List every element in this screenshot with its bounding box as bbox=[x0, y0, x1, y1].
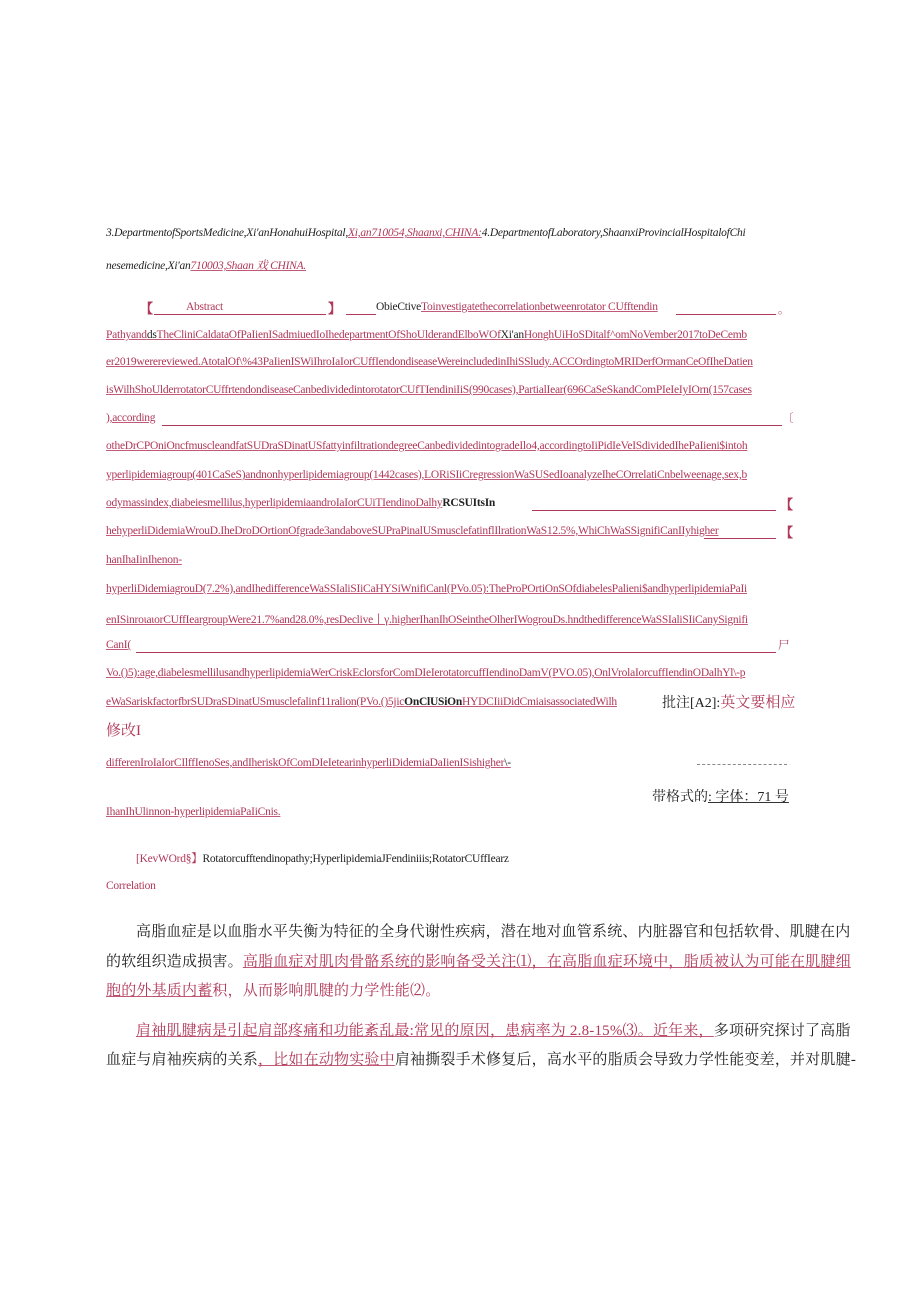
body-text: 肩袖撕裂手术修复后，高水平的脂质会导致力学性能变差，并对肌腱- bbox=[394, 1052, 857, 1068]
revision-underline bbox=[154, 314, 326, 315]
body-paragraph-1-line-1: 高脂血症是以血脂水平失衡为特征的全身代谢性疾病，潜在地对血管系统、内脏器官和包括软骨、肌腱在内 bbox=[136, 924, 851, 940]
comment-label: 批注[A2]: bbox=[662, 696, 721, 711]
body-paragraph-2-line-2 bbox=[106, 1048, 856, 1069]
methods-label: Pathyand bbox=[106, 329, 147, 341]
abstract-text: \- bbox=[504, 757, 511, 769]
comment-balloon[interactable] bbox=[662, 691, 795, 712]
abstract-line-17: IhanIhUlinnon-hyperlipidemiaPaIiCnis. bbox=[106, 806, 281, 818]
body-tracked-text: ，比如在动物实验中 bbox=[258, 1052, 395, 1068]
abstract-line-4: isWilhShoUlderrotatorCUffrtendondiseaseCanbedividedintorotatorCUfTIendiniIiS(990cases),PartialIear(696CaSeSkandComPIeIeIyIOrn(157cases bbox=[106, 384, 752, 396]
abstract-line-11: hyperliDidemiagrouD(7.2%),andIhedifferenceWaSSIaliSIiCaHYSiWnifiCanl(PVo.05):TheProPOrtiOnSOfdiabelesPalieni$andhyperlipidemiaPaIi bbox=[106, 583, 747, 595]
abstract-open-bracket: 【 bbox=[140, 301, 154, 316]
body-text: 多项研究探讨了高脂 bbox=[713, 1023, 851, 1039]
abstract-line-5: ),according bbox=[106, 412, 156, 424]
objective-text: Toinvestigatethecorrelationbetweenrotator CUfftendin bbox=[421, 301, 658, 313]
abstract-mark: 【 bbox=[780, 525, 794, 540]
body-text: 血症与肩袖疾病的关系 bbox=[106, 1052, 259, 1068]
body-paragraph-1-line-3 bbox=[106, 979, 440, 1000]
abstract-line-13: CanI( bbox=[106, 639, 131, 651]
conclusion-label: OnClUSiOn bbox=[404, 696, 462, 708]
revision-underline bbox=[532, 510, 776, 511]
objective-label: ObieCtive bbox=[376, 301, 422, 313]
keywords-line bbox=[136, 850, 509, 866]
abstract-text: HYDCIiiDidCmiaisassociatedWilh bbox=[461, 696, 617, 708]
body-tracked-text: 胞的外基质内蓄 bbox=[106, 983, 213, 999]
format-note[interactable] bbox=[652, 786, 789, 806]
abstract-close-bracket: 】 bbox=[328, 301, 342, 316]
comment-connector-line bbox=[697, 764, 787, 765]
abstract-mark: 〔 bbox=[782, 413, 794, 425]
body-tracked-text: 肩袖肌腱病是引起肩部疼痛和功能紊乱最:常见的原因，患病率为 2.8-15%⑶。近年来， bbox=[136, 1023, 714, 1039]
objective-end: 。 bbox=[778, 304, 790, 316]
affiliation-text: nesemedicine,Xi'an bbox=[106, 260, 191, 272]
comment-text: 英文要相应 bbox=[720, 695, 796, 711]
affiliation-text: 4.DepartmentofLaboratory,ShaanxiProvincialHospitalofChi bbox=[481, 227, 746, 239]
revision-underline bbox=[136, 652, 776, 653]
revision-underline bbox=[346, 314, 376, 315]
abstract-line-3: er2019werereviewed.AtotalOf\%43PaIienISWiIhroIaIorCUffIendondiseaseWereincludedinIhiSSludy.ACCOrdingtoMRIDerfOrmanCeOfIheDatien bbox=[106, 356, 753, 368]
keywords-line-2: Correlation bbox=[106, 880, 156, 892]
affiliation-tracked-text: Xi,an710054,Shaanxi,CHINA: bbox=[347, 227, 482, 239]
abstract-line-15 bbox=[106, 696, 617, 708]
comment-text-continued: 修改I bbox=[106, 723, 141, 739]
abstract-line-8 bbox=[106, 497, 495, 509]
revision-underline bbox=[162, 425, 782, 426]
keywords-text: Rotatorcufftendinopathy;HyperlipidemiaJFendiniiis;RotatorCUffIearz bbox=[202, 853, 509, 865]
format-note-label: 带格式的 bbox=[652, 790, 708, 805]
abstract-text: differenIroIaIorCIlffIenoSes,andIheriskOfComDIeIetearinhyperliDidemiaDaIienISishigher bbox=[106, 757, 505, 769]
revision-underline bbox=[704, 538, 776, 539]
abstract-line-9: hehyperliDidemiaWrouD.IheDroDOrtionOfgrade3andaboveSUPraPinalUSmusclefatinflIlrationWaS12.5%,WhiChWaSSignifiCanIIyhigher bbox=[106, 525, 719, 537]
abstract-line-14: Vo.()5):age,diabelesmellilusandhyperlipidemiaWerCriskEclorsforComDIeIerotatorcuffIendinoDamV(PVO.05),OnlVrolaIorcuffIendinODalhYl\-p bbox=[106, 667, 746, 679]
objective-line bbox=[376, 301, 658, 313]
body-text: 的软组织造成损害。 bbox=[106, 954, 243, 970]
abstract-label: Abstract bbox=[186, 301, 223, 313]
affiliation-line-2 bbox=[106, 257, 306, 273]
abstract-line-6: otheDrCPOniOncfmuscleandfatSUDraSDinatUSfattyinfiltrationdegreeCanbedividedintogradeIlo4,accordingtoIiPidIeVeISdividedIhePaIieni$intoh bbox=[106, 440, 748, 452]
abstract-mark: 尸 bbox=[778, 640, 790, 652]
abstract-line-7: yperlipidemiagroup(401CaSeS)andnonhyperlipidemiagroup(1442cases),LORiSIiCregressionWaSUSedIoanalyzeIheCOrrelatiCnbelweenage,sex,b bbox=[106, 469, 747, 481]
abstract-line-2 bbox=[106, 329, 747, 341]
revision-underline bbox=[676, 314, 776, 315]
body-paragraph-1-line-2 bbox=[106, 950, 851, 971]
affiliation-tracked-text: 710003,Shaan 戏 CHINA. bbox=[190, 260, 306, 272]
abstract-text: Xi'an bbox=[500, 329, 524, 341]
abstract-text: HonghUiHoSDitalf^omNoVember2017toDeCemb bbox=[523, 329, 747, 341]
affiliation-line-1 bbox=[106, 227, 745, 239]
format-note-text: : 字体：71 号 bbox=[708, 790, 789, 805]
methods-ds: ds bbox=[146, 329, 157, 341]
body-tracked-text: 高脂血症对肌肉骨骼系统的影响备受关注⑴，在高脂血症环境中，脂质被认为可能在肌腱细 bbox=[242, 954, 851, 970]
affiliation-text: 3.DepartmentofSportsMedicine,Xi'anHonahuiHospital, bbox=[106, 227, 348, 239]
abstract-mark: 【 bbox=[780, 497, 794, 512]
abstract-text: TheCliniCaldataOfPaIienISadmiuedIoIhedepartmentOfShoUlderandElboWOf bbox=[156, 329, 501, 341]
keywords-label: [KevWOrd§】 bbox=[136, 853, 203, 865]
abstract-line-12: enISinroιaιorCUffIeargroupWere21.7%and28.0%,resDeclive丨γ.higherIhanIhOSeintheOlherIWogrouDs.hndthedifferenceWaSSIaliSIiCanySignifi bbox=[106, 614, 748, 626]
abstract-text: eWaSariskfactorfbrSUDraSDinatUSmusclefalinf11ralion(PVo.()5jic bbox=[106, 696, 405, 708]
body-paragraph-2-line-1 bbox=[136, 1019, 851, 1040]
body-tracked-text: 积，从而影响肌腱的力学性能⑵。 bbox=[212, 983, 441, 999]
abstract-line-10: hanIhaIinIhenon- bbox=[106, 554, 182, 566]
abstract-text: odymassindex,diabeiesmellilus,hyperlipidemiaandroIaIorCUiTIendinoDalhy bbox=[106, 497, 443, 509]
results-label: RCSUItsIn bbox=[442, 497, 496, 509]
abstract-line-16 bbox=[106, 757, 511, 769]
